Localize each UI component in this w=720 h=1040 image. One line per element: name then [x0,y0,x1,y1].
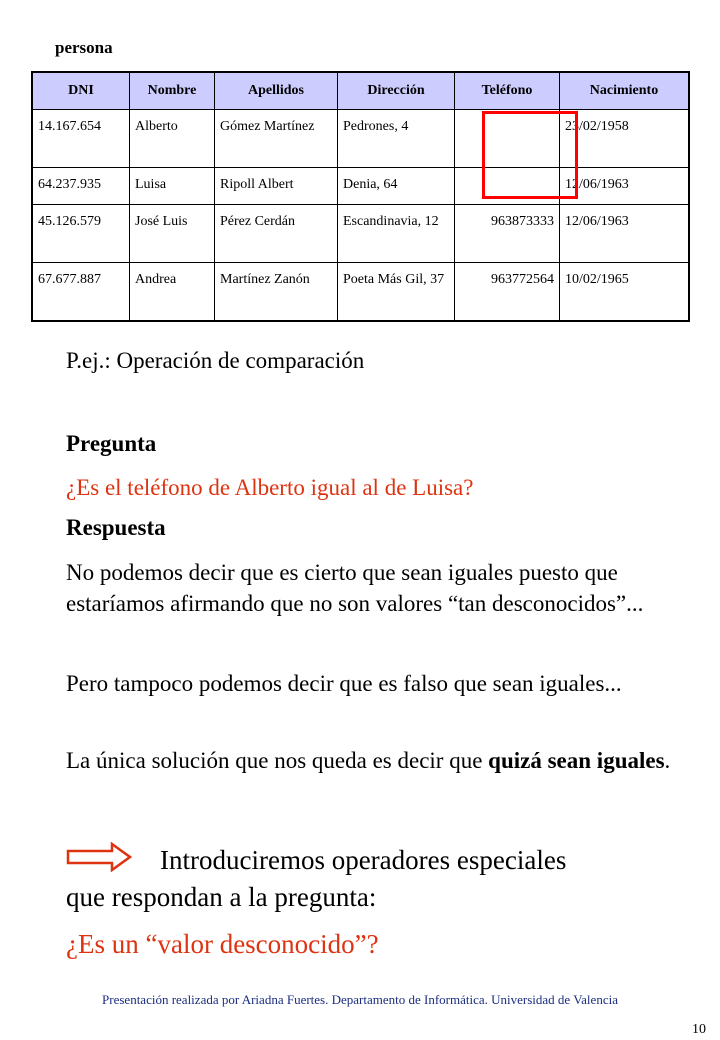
answer-paragraph-3-suffix: . [664,748,671,773]
page-number: 10 [692,1022,706,1037]
answer-paragraph-3 [66,745,706,776]
table-row [32,263,689,322]
cell-apellidos: Ripoll Albert [215,168,338,205]
cell-dni: 67.677.887 [32,263,130,322]
cell-nacimiento: 12/06/1963 [560,205,690,263]
cell-dni: 45.126.579 [32,205,130,263]
header-nombre: Nombre [130,72,215,110]
answer-paragraph-3-prefix: La única solución que nos queda es decir que [66,748,489,773]
cell-nacimiento: 23/02/1958 [560,110,690,168]
table-header-row [32,72,689,110]
header-apellidos: Apellidos [215,72,338,110]
question-heading: Pregunta [66,431,157,456]
cell-direccion: Escandinavia, 12 [338,205,455,263]
cell-dni: 64.237.935 [32,168,130,205]
final-question: ¿Es un “valor desconocido”? [66,929,379,959]
cell-apellidos: Gómez Martínez [215,110,338,168]
header-direccion: Dirección [338,72,455,110]
persona-table [31,71,690,322]
cell-apellidos: Pérez Cerdán [215,205,338,263]
table-row [32,205,689,263]
emphasis-quiza-sean-iguales: quizá sean iguales [488,748,665,773]
cell-nacimiento: 10/02/1965 [560,263,690,322]
cell-dni: 14.167.654 [32,110,130,168]
cell-nombre: Luisa [130,168,215,205]
cell-nombre: Alberto [130,110,215,168]
answer-heading: Respuesta [66,515,166,540]
conclusion-line-1: Introduciremos operadores especiales [160,845,567,875]
null-values-highlight [482,111,578,199]
cell-direccion: Denia, 64 [338,168,455,205]
cell-direccion: Pedrones, 4 [338,110,455,168]
cell-nombre: Andrea [130,263,215,322]
right-arrow-icon [66,842,132,872]
cell-telefono: 963772564 [455,263,560,322]
example-line: P.ej.: Operación de comparación [66,348,365,373]
answer-paragraph-2: Pero tampoco podemos decir que es falso que sean iguales... [66,671,622,696]
header-nacimiento: Nacimiento [560,72,690,110]
header-telefono: Teléfono [455,72,560,110]
question-text: ¿Es el teléfono de Alberto igual al de Luisa? [66,475,474,500]
cell-nacimiento: 12/06/1963 [560,168,690,205]
cell-nombre: José Luis [130,205,215,263]
footer-credit: Presentación realizada por Ariadna Fuertes. Departamento de Informática. Universidad de Valencia [102,992,618,1007]
cell-telefono: 963873333 [455,205,560,263]
table-row [32,110,689,168]
table-title: persona [55,38,113,57]
table-row [32,168,689,205]
answer-paragraph-1: No podemos decir que es cierto que sean iguales puesto que estaríamos afirmando que no son valores “tan desconocidos”... [66,560,644,616]
cell-apellidos: Martínez Zanón [215,263,338,322]
cell-direccion: Poeta Más Gil, 37 [338,263,455,322]
conclusion-line-2: que respondan a la pregunta: [66,882,377,912]
header-dni: DNI [32,72,130,110]
